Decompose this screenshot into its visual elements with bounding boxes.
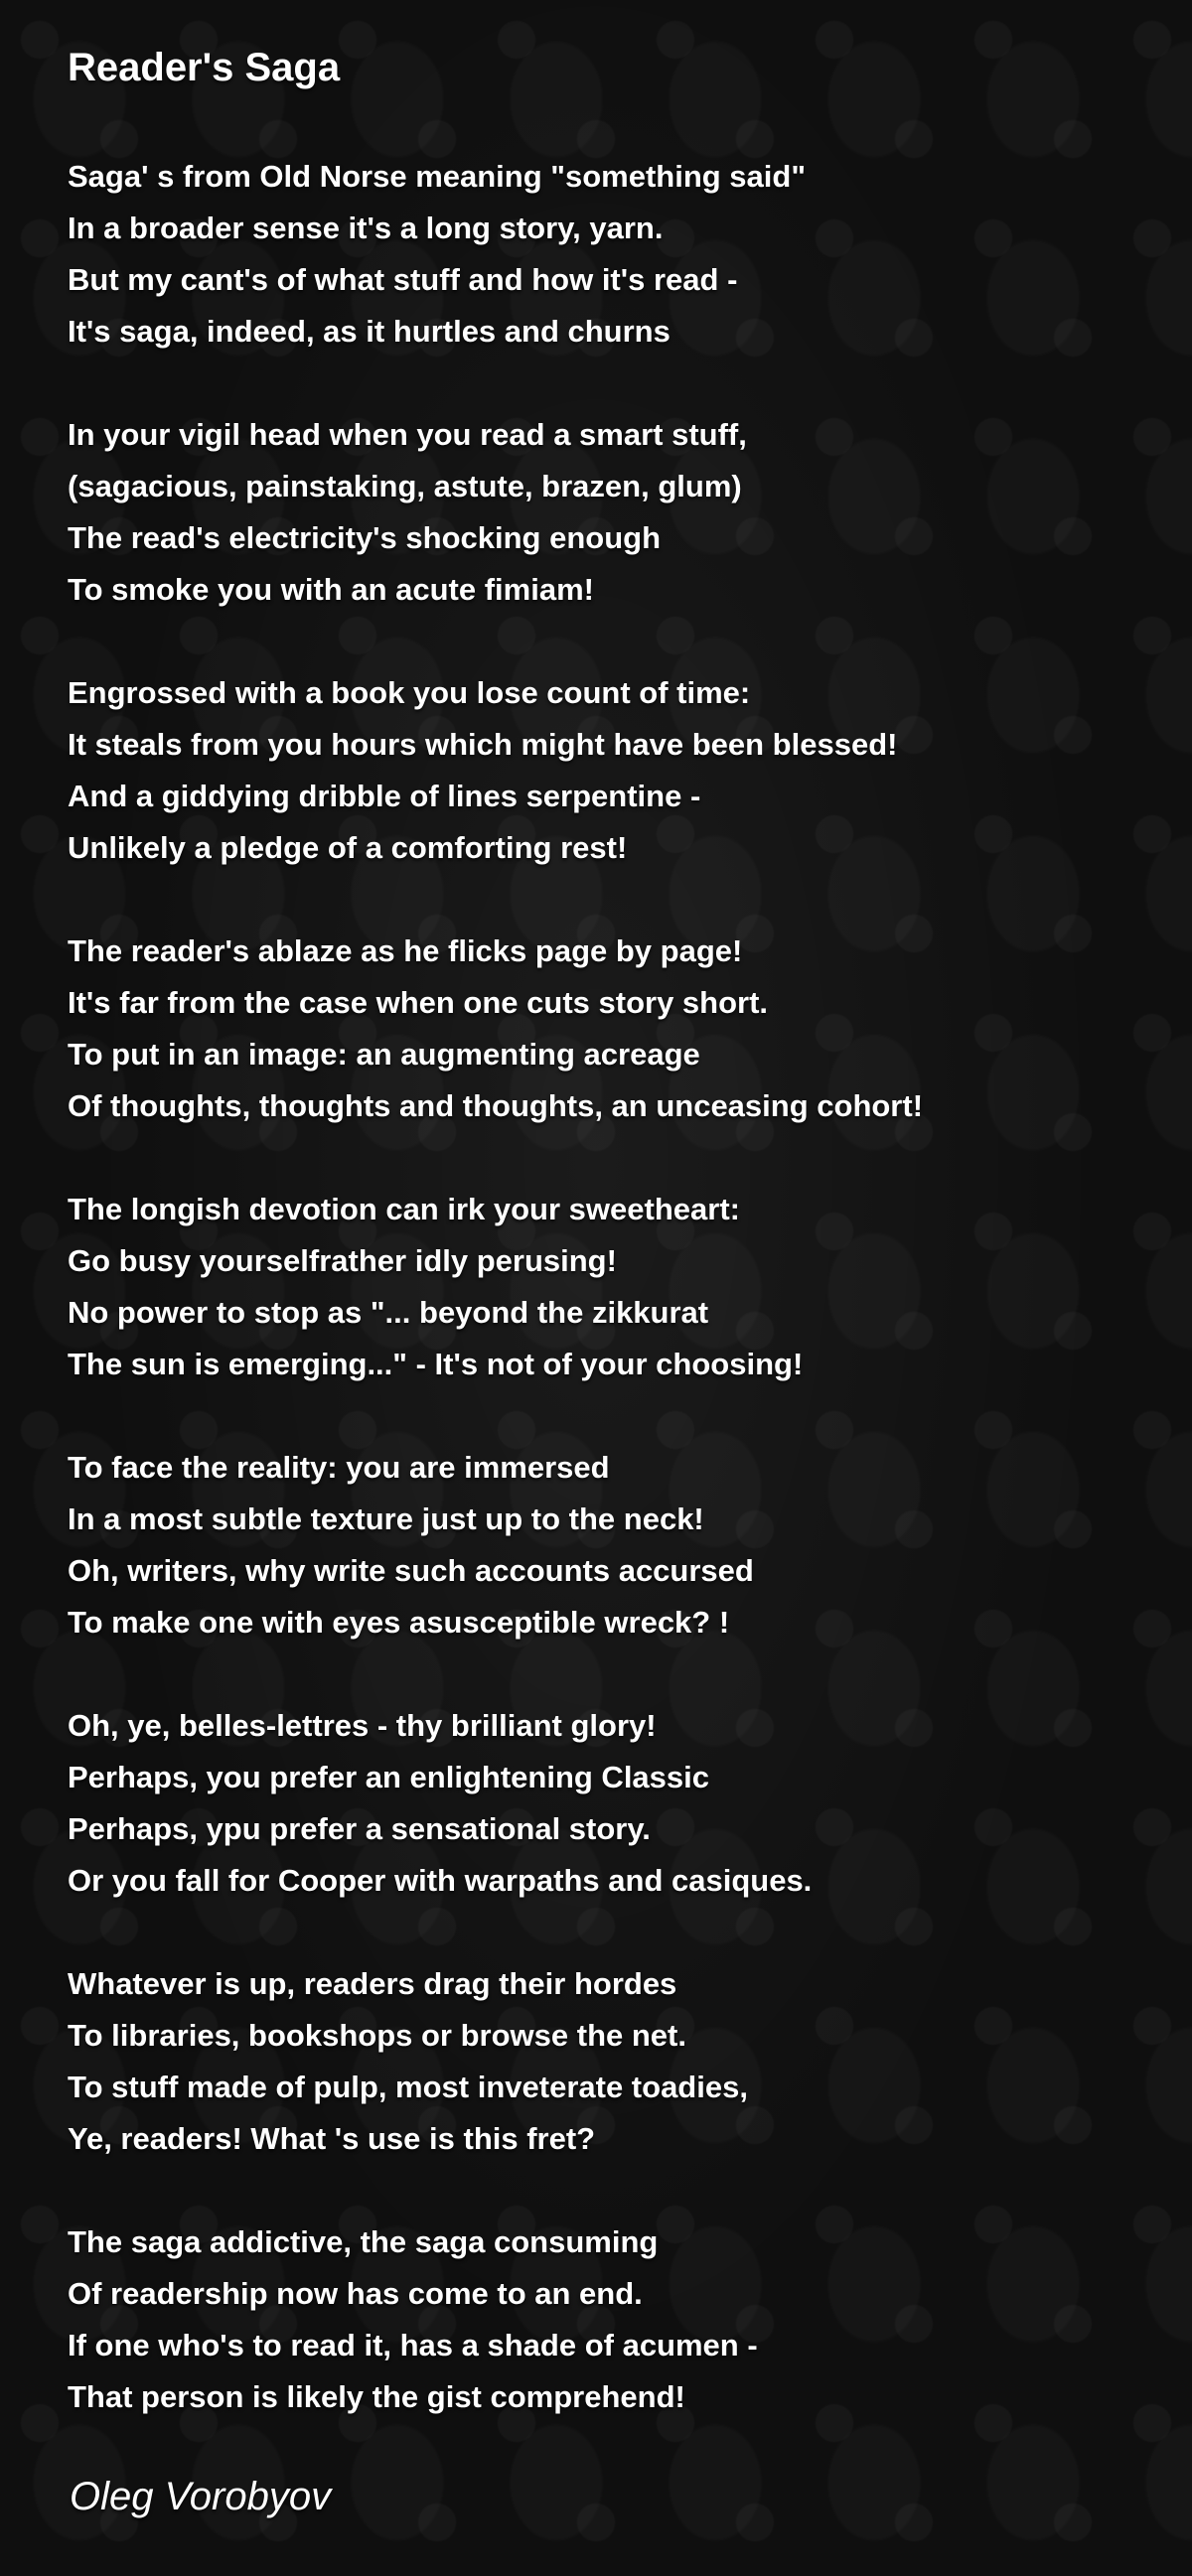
stanza bbox=[68, 2217, 1140, 2423]
poem-line: It's far from the case when one cuts story short. bbox=[68, 985, 769, 1020]
stanza bbox=[68, 1184, 1140, 1390]
poem-line: In your vigil head when you read a smart stuff, bbox=[68, 417, 747, 452]
poem-line: Ye, readers! What 's use is this fret? bbox=[68, 2121, 596, 2156]
poem-line: To face the reality: you are immersed bbox=[68, 1450, 610, 1485]
poem-line: The read's electricity's shocking enough bbox=[68, 520, 662, 555]
poem-line: Oh, ye, belles-lettres - thy brilliant glory! bbox=[68, 1708, 657, 1743]
poem-line: To smoke you with an acute fimiam! bbox=[68, 572, 594, 607]
stanza bbox=[68, 1700, 1140, 1907]
poem-line: The longish devotion can irk your sweetheart: bbox=[68, 1192, 740, 1226]
poem-author: Oleg Vorobyov bbox=[70, 2475, 332, 2518]
poem-line: Go busy yourselfrather idly perusing! bbox=[68, 1243, 617, 1278]
poem-line: Perhaps, you prefer an enlightening Classic bbox=[68, 1760, 710, 1794]
poem-line: The reader's ablaze as he flicks page by page! bbox=[68, 933, 743, 968]
poem-line: Saga' s from Old Norse meaning "something said" bbox=[68, 159, 807, 194]
poem-line: The saga addictive, the saga consuming bbox=[68, 2224, 659, 2259]
stanza bbox=[68, 151, 1140, 358]
poem-line: Perhaps, ypu prefer a sensational story. bbox=[68, 1811, 651, 1846]
poem-line: But my cant's of what stuff and how it's read - bbox=[68, 262, 738, 297]
poem-title: Reader's Saga bbox=[68, 46, 341, 89]
poem-line: Of readership now has come to an end. bbox=[68, 2276, 643, 2311]
poem-line: To put in an image: an augmenting acreage bbox=[68, 1037, 700, 1072]
poem-line: Engrossed with a book you lose count of time: bbox=[68, 675, 751, 710]
poem-line: That person is likely the gist comprehend! bbox=[68, 2379, 685, 2414]
poem-line: No power to stop as "... beyond the zikkurat bbox=[68, 1295, 709, 1330]
stanza bbox=[68, 1442, 1140, 1648]
poem-line: It's saga, indeed, as it hurtles and churns bbox=[68, 314, 670, 349]
poem-line: In a most subtle texture just up to the neck! bbox=[68, 1502, 704, 1536]
poem-line: To make one with eyes asusceptible wreck? ! bbox=[68, 1605, 730, 1640]
poem-line: Of thoughts, thoughts and thoughts, an unceasing cohort! bbox=[68, 1088, 924, 1123]
poem-line: Or you fall for Cooper with warpaths and casiques. bbox=[68, 1863, 813, 1898]
stanza bbox=[68, 409, 1140, 616]
poem-line: (sagacious, painstaking, astute, brazen, glum) bbox=[68, 469, 742, 503]
stanza bbox=[68, 667, 1140, 874]
poem-line: Oh, writers, why write such accounts accursed bbox=[68, 1553, 754, 1588]
poem-line: Whatever is up, readers drag their hordes bbox=[68, 1966, 677, 2001]
poem-line: It steals from you hours which might have been blessed! bbox=[68, 727, 898, 762]
stanza bbox=[68, 1958, 1140, 2165]
poem-line: In a broader sense it's a long story, yarn. bbox=[68, 211, 664, 245]
poem-line: To stuff made of pulp, most inveterate toadies, bbox=[68, 2070, 748, 2104]
poem-line: To libraries, bookshops or browse the net. bbox=[68, 2018, 686, 2053]
poem-body bbox=[68, 151, 1140, 2475]
poem-line: And a giddying dribble of lines serpentine - bbox=[68, 779, 701, 813]
poem-line: Unlikely a pledge of a comforting rest! bbox=[68, 830, 628, 865]
stanza bbox=[68, 926, 1140, 1132]
poem-line: The sun is emerging..." - It's not of your choosing! bbox=[68, 1347, 804, 1381]
poem-line: If one who's to read it, has a shade of acumen - bbox=[68, 2328, 758, 2362]
